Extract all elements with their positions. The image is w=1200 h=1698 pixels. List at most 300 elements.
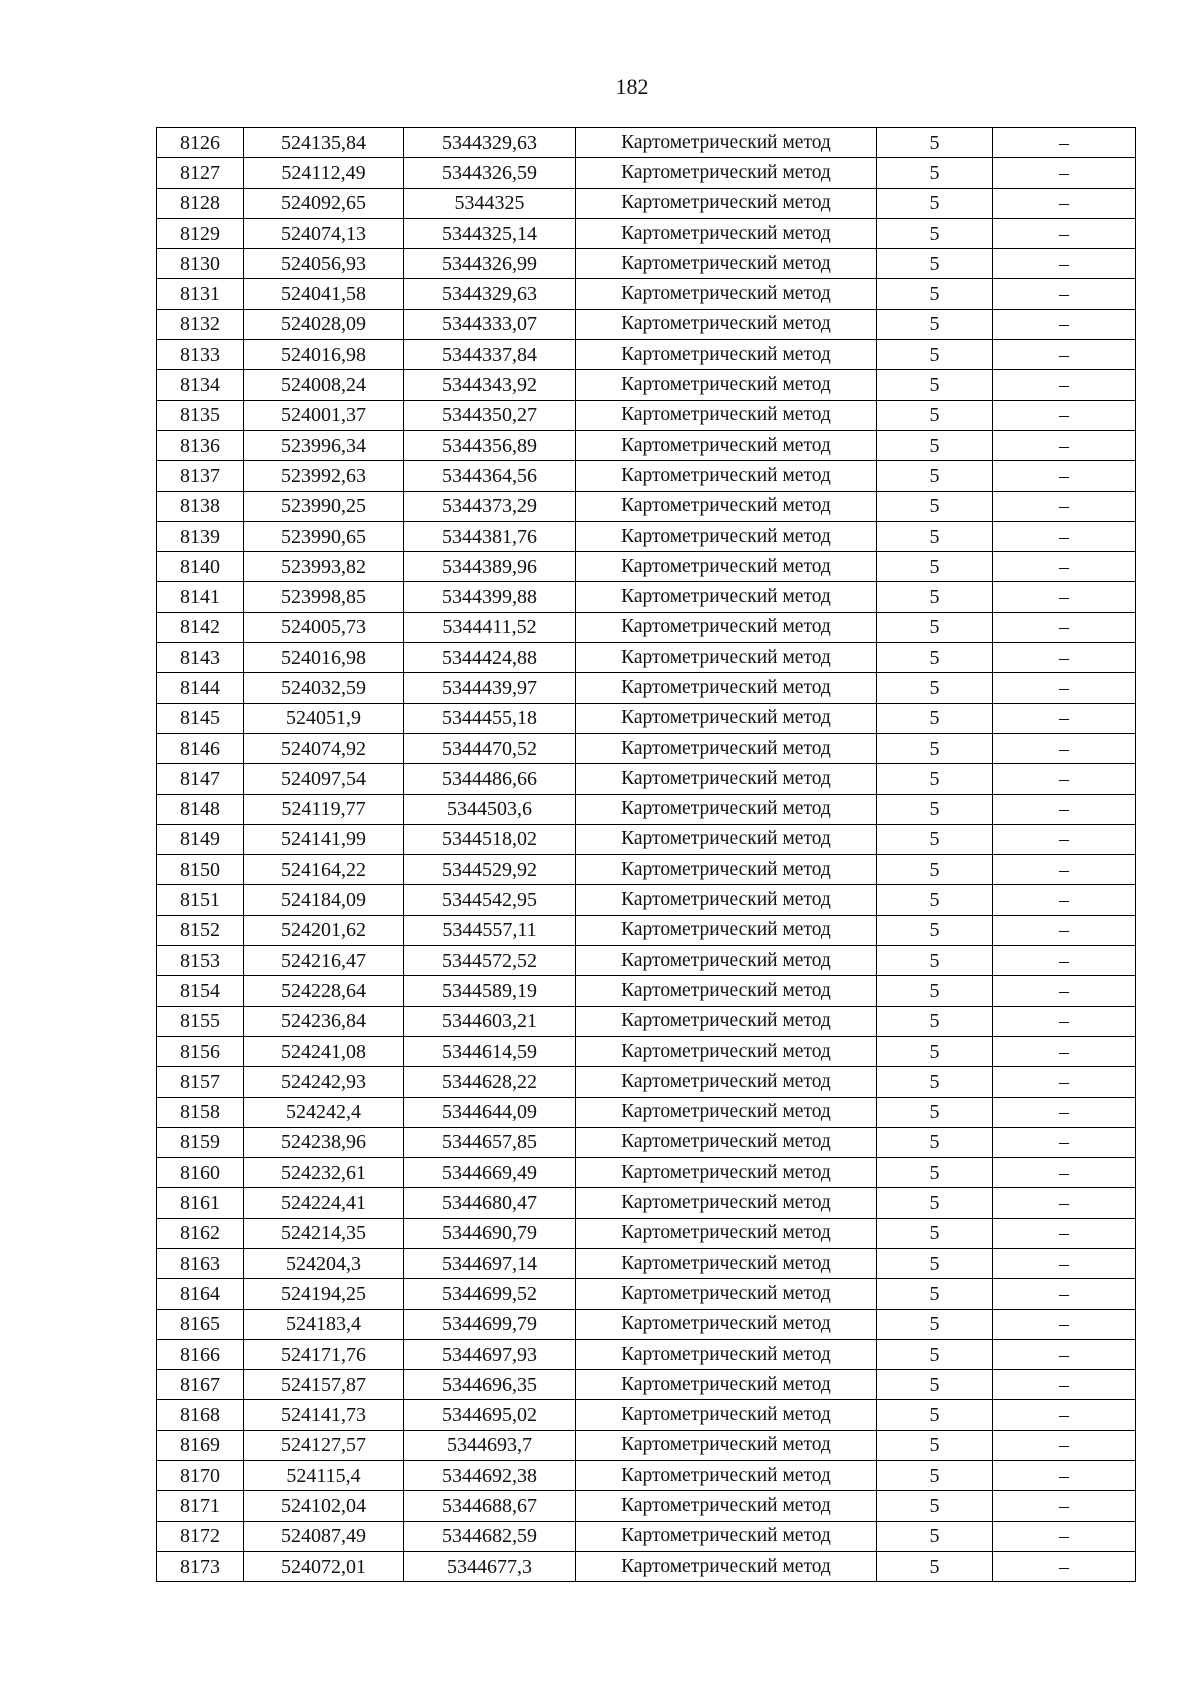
y-coordinate-cell: 5344644,09 bbox=[404, 1097, 576, 1127]
y-coordinate-cell: 5344696,35 bbox=[404, 1370, 576, 1400]
method-cell: Картометрический метод bbox=[576, 1521, 877, 1551]
x-coordinate-cell: 524141,73 bbox=[244, 1400, 404, 1430]
table-row bbox=[157, 733, 1136, 763]
point-number-cell: 8146 bbox=[157, 733, 244, 763]
accuracy-cell: 5 bbox=[877, 976, 993, 1006]
note-cell: – bbox=[993, 824, 1136, 854]
table-row bbox=[157, 521, 1136, 551]
point-number-cell: 8153 bbox=[157, 946, 244, 976]
method-cell: Картометрический метод bbox=[576, 1551, 877, 1581]
table-row bbox=[157, 1006, 1136, 1036]
accuracy-cell: 5 bbox=[877, 764, 993, 794]
point-number-cell: 8133 bbox=[157, 340, 244, 370]
y-coordinate-cell: 5344350,27 bbox=[404, 400, 576, 430]
accuracy-cell: 5 bbox=[877, 703, 993, 733]
note-cell: – bbox=[993, 430, 1136, 460]
method-cell: Картометрический метод bbox=[576, 521, 877, 551]
note-cell: – bbox=[993, 976, 1136, 1006]
y-coordinate-cell: 5344682,59 bbox=[404, 1521, 576, 1551]
point-number-cell: 8160 bbox=[157, 1158, 244, 1188]
table-row bbox=[157, 1461, 1136, 1491]
accuracy-cell: 5 bbox=[877, 1006, 993, 1036]
method-cell: Картометрический метод bbox=[576, 1430, 877, 1460]
method-cell: Картометрический метод bbox=[576, 1370, 877, 1400]
x-coordinate-cell: 524119,77 bbox=[244, 794, 404, 824]
y-coordinate-cell: 5344326,59 bbox=[404, 158, 576, 188]
y-coordinate-cell: 5344424,88 bbox=[404, 643, 576, 673]
table-row bbox=[157, 1036, 1136, 1066]
point-number-cell: 8134 bbox=[157, 370, 244, 400]
x-coordinate-cell: 524232,61 bbox=[244, 1158, 404, 1188]
point-number-cell: 8138 bbox=[157, 491, 244, 521]
y-coordinate-cell: 5344486,66 bbox=[404, 764, 576, 794]
table-row bbox=[157, 340, 1136, 370]
point-number-cell: 8165 bbox=[157, 1309, 244, 1339]
method-cell: Картометрический метод bbox=[576, 158, 877, 188]
accuracy-cell: 5 bbox=[877, 855, 993, 885]
y-coordinate-cell: 5344542,95 bbox=[404, 885, 576, 915]
x-coordinate-cell: 523996,34 bbox=[244, 430, 404, 460]
accuracy-cell: 5 bbox=[877, 1127, 993, 1157]
x-coordinate-cell: 524183,4 bbox=[244, 1309, 404, 1339]
x-coordinate-cell: 524072,01 bbox=[244, 1551, 404, 1581]
point-number-cell: 8135 bbox=[157, 400, 244, 430]
y-coordinate-cell: 5344699,79 bbox=[404, 1309, 576, 1339]
accuracy-cell: 5 bbox=[877, 582, 993, 612]
note-cell: – bbox=[993, 1400, 1136, 1430]
accuracy-cell: 5 bbox=[877, 128, 993, 158]
x-coordinate-cell: 524242,4 bbox=[244, 1097, 404, 1127]
point-number-cell: 8166 bbox=[157, 1339, 244, 1369]
note-cell: – bbox=[993, 1097, 1136, 1127]
accuracy-cell: 5 bbox=[877, 1188, 993, 1218]
accuracy-cell: 5 bbox=[877, 885, 993, 915]
note-cell: – bbox=[993, 1491, 1136, 1521]
method-cell: Картометрический метод bbox=[576, 794, 877, 824]
x-coordinate-cell: 524028,09 bbox=[244, 309, 404, 339]
point-number-cell: 8139 bbox=[157, 521, 244, 551]
table-row bbox=[157, 946, 1136, 976]
table-row bbox=[157, 855, 1136, 885]
point-number-cell: 8170 bbox=[157, 1461, 244, 1491]
x-coordinate-cell: 524001,37 bbox=[244, 400, 404, 430]
accuracy-cell: 5 bbox=[877, 1430, 993, 1460]
table-row bbox=[157, 1551, 1136, 1581]
accuracy-cell: 5 bbox=[877, 915, 993, 945]
x-coordinate-cell: 524127,57 bbox=[244, 1430, 404, 1460]
point-number-cell: 8168 bbox=[157, 1400, 244, 1430]
point-number-cell: 8132 bbox=[157, 309, 244, 339]
note-cell: – bbox=[993, 1188, 1136, 1218]
note-cell: – bbox=[993, 1461, 1136, 1491]
x-coordinate-cell: 523992,63 bbox=[244, 461, 404, 491]
method-cell: Картометрический метод bbox=[576, 946, 877, 976]
table-row bbox=[157, 1188, 1136, 1218]
x-coordinate-cell: 524097,54 bbox=[244, 764, 404, 794]
point-number-cell: 8163 bbox=[157, 1248, 244, 1278]
y-coordinate-cell: 5344373,29 bbox=[404, 491, 576, 521]
table-row bbox=[157, 915, 1136, 945]
note-cell: – bbox=[993, 1430, 1136, 1460]
method-cell: Картометрический метод bbox=[576, 249, 877, 279]
point-number-cell: 8136 bbox=[157, 430, 244, 460]
point-number-cell: 8127 bbox=[157, 158, 244, 188]
y-coordinate-cell: 5344337,84 bbox=[404, 340, 576, 370]
method-cell: Картометрический метод bbox=[576, 976, 877, 1006]
point-number-cell: 8131 bbox=[157, 279, 244, 309]
x-coordinate-cell: 524241,08 bbox=[244, 1036, 404, 1066]
accuracy-cell: 5 bbox=[877, 612, 993, 642]
y-coordinate-cell: 5344697,93 bbox=[404, 1339, 576, 1369]
x-coordinate-cell: 524016,98 bbox=[244, 340, 404, 370]
note-cell: – bbox=[993, 188, 1136, 218]
note-cell: – bbox=[993, 1218, 1136, 1248]
table-row bbox=[157, 1309, 1136, 1339]
table-row bbox=[157, 1248, 1136, 1278]
method-cell: Картометрический метод bbox=[576, 1067, 877, 1097]
y-coordinate-cell: 5344677,3 bbox=[404, 1551, 576, 1581]
x-coordinate-cell: 524201,62 bbox=[244, 915, 404, 945]
accuracy-cell: 5 bbox=[877, 158, 993, 188]
x-coordinate-cell: 524092,65 bbox=[244, 188, 404, 218]
x-coordinate-cell: 524008,24 bbox=[244, 370, 404, 400]
point-number-cell: 8128 bbox=[157, 188, 244, 218]
note-cell: – bbox=[993, 673, 1136, 703]
method-cell: Картометрический метод bbox=[576, 915, 877, 945]
note-cell: – bbox=[993, 491, 1136, 521]
point-number-cell: 8144 bbox=[157, 673, 244, 703]
x-coordinate-cell: 524041,58 bbox=[244, 279, 404, 309]
x-coordinate-cell: 524112,49 bbox=[244, 158, 404, 188]
accuracy-cell: 5 bbox=[877, 1491, 993, 1521]
accuracy-cell: 5 bbox=[877, 249, 993, 279]
x-coordinate-cell: 524184,09 bbox=[244, 885, 404, 915]
point-number-cell: 8151 bbox=[157, 885, 244, 915]
point-number-cell: 8167 bbox=[157, 1370, 244, 1400]
y-coordinate-cell: 5344470,52 bbox=[404, 733, 576, 763]
y-coordinate-cell: 5344697,14 bbox=[404, 1248, 576, 1278]
y-coordinate-cell: 5344439,97 bbox=[404, 673, 576, 703]
table-row bbox=[157, 673, 1136, 703]
table-row bbox=[157, 491, 1136, 521]
x-coordinate-cell: 524214,35 bbox=[244, 1218, 404, 1248]
table-row bbox=[157, 158, 1136, 188]
point-number-cell: 8137 bbox=[157, 461, 244, 491]
note-cell: – bbox=[993, 1036, 1136, 1066]
y-coordinate-cell: 5344589,19 bbox=[404, 976, 576, 1006]
coordinates-table-body bbox=[157, 128, 1136, 1582]
y-coordinate-cell: 5344333,07 bbox=[404, 309, 576, 339]
accuracy-cell: 5 bbox=[877, 824, 993, 854]
y-coordinate-cell: 5344657,85 bbox=[404, 1127, 576, 1157]
y-coordinate-cell: 5344693,7 bbox=[404, 1430, 576, 1460]
point-number-cell: 8152 bbox=[157, 915, 244, 945]
note-cell: – bbox=[993, 1370, 1136, 1400]
table-row bbox=[157, 279, 1136, 309]
table-row bbox=[157, 1339, 1136, 1369]
x-coordinate-cell: 524087,49 bbox=[244, 1521, 404, 1551]
method-cell: Картометрический метод bbox=[576, 340, 877, 370]
accuracy-cell: 5 bbox=[877, 1370, 993, 1400]
method-cell: Картометрический метод bbox=[576, 430, 877, 460]
x-coordinate-cell: 524171,76 bbox=[244, 1339, 404, 1369]
method-cell: Картометрический метод bbox=[576, 400, 877, 430]
table-row bbox=[157, 1400, 1136, 1430]
accuracy-cell: 5 bbox=[877, 552, 993, 582]
table-row bbox=[157, 703, 1136, 733]
note-cell: – bbox=[993, 1067, 1136, 1097]
table-row bbox=[157, 400, 1136, 430]
coordinates-table bbox=[156, 127, 1136, 1582]
x-coordinate-cell: 524238,96 bbox=[244, 1127, 404, 1157]
x-coordinate-cell: 524135,84 bbox=[244, 128, 404, 158]
x-coordinate-cell: 524164,22 bbox=[244, 855, 404, 885]
accuracy-cell: 5 bbox=[877, 1521, 993, 1551]
table-row bbox=[157, 430, 1136, 460]
point-number-cell: 8155 bbox=[157, 1006, 244, 1036]
method-cell: Картометрический метод bbox=[576, 1309, 877, 1339]
point-number-cell: 8158 bbox=[157, 1097, 244, 1127]
y-coordinate-cell: 5344614,59 bbox=[404, 1036, 576, 1066]
method-cell: Картометрический метод bbox=[576, 824, 877, 854]
note-cell: – bbox=[993, 1279, 1136, 1309]
method-cell: Картометрический метод bbox=[576, 309, 877, 339]
method-cell: Картометрический метод bbox=[576, 1188, 877, 1218]
method-cell: Картометрический метод bbox=[576, 1006, 877, 1036]
accuracy-cell: 5 bbox=[877, 218, 993, 248]
y-coordinate-cell: 5344411,52 bbox=[404, 612, 576, 642]
y-coordinate-cell: 5344399,88 bbox=[404, 582, 576, 612]
accuracy-cell: 5 bbox=[877, 794, 993, 824]
table-row bbox=[157, 461, 1136, 491]
method-cell: Картометрический метод bbox=[576, 491, 877, 521]
method-cell: Картометрический метод bbox=[576, 1218, 877, 1248]
method-cell: Картометрический метод bbox=[576, 1461, 877, 1491]
y-coordinate-cell: 5344572,52 bbox=[404, 946, 576, 976]
accuracy-cell: 5 bbox=[877, 491, 993, 521]
method-cell: Картометрический метод bbox=[576, 733, 877, 763]
point-number-cell: 8145 bbox=[157, 703, 244, 733]
table-row bbox=[157, 1430, 1136, 1460]
table-row bbox=[157, 1218, 1136, 1248]
accuracy-cell: 5 bbox=[877, 370, 993, 400]
accuracy-cell: 5 bbox=[877, 461, 993, 491]
method-cell: Картометрический метод bbox=[576, 1400, 877, 1430]
table-row bbox=[157, 188, 1136, 218]
note-cell: – bbox=[993, 552, 1136, 582]
table-row bbox=[157, 582, 1136, 612]
point-number-cell: 8140 bbox=[157, 552, 244, 582]
method-cell: Картометрический метод bbox=[576, 279, 877, 309]
note-cell: – bbox=[993, 218, 1136, 248]
x-coordinate-cell: 524005,73 bbox=[244, 612, 404, 642]
accuracy-cell: 5 bbox=[877, 1218, 993, 1248]
page-number: 182 bbox=[615, 74, 649, 99]
note-cell: – bbox=[993, 521, 1136, 551]
note-cell: – bbox=[993, 915, 1136, 945]
y-coordinate-cell: 5344518,02 bbox=[404, 824, 576, 854]
note-cell: – bbox=[993, 764, 1136, 794]
point-number-cell: 8130 bbox=[157, 249, 244, 279]
y-coordinate-cell: 5344325 bbox=[404, 188, 576, 218]
accuracy-cell: 5 bbox=[877, 1036, 993, 1066]
x-coordinate-cell: 524242,93 bbox=[244, 1067, 404, 1097]
x-coordinate-cell: 524056,93 bbox=[244, 249, 404, 279]
method-cell: Картометрический метод bbox=[576, 1279, 877, 1309]
note-cell: – bbox=[993, 946, 1136, 976]
note-cell: – bbox=[993, 733, 1136, 763]
y-coordinate-cell: 5344325,14 bbox=[404, 218, 576, 248]
accuracy-cell: 5 bbox=[877, 1400, 993, 1430]
y-coordinate-cell: 5344628,22 bbox=[404, 1067, 576, 1097]
point-number-cell: 8157 bbox=[157, 1067, 244, 1097]
accuracy-cell: 5 bbox=[877, 1551, 993, 1581]
accuracy-cell: 5 bbox=[877, 1067, 993, 1097]
y-coordinate-cell: 5344690,79 bbox=[404, 1218, 576, 1248]
table-row bbox=[157, 1158, 1136, 1188]
x-coordinate-cell: 523998,85 bbox=[244, 582, 404, 612]
table-row bbox=[157, 249, 1136, 279]
x-coordinate-cell: 523990,65 bbox=[244, 521, 404, 551]
note-cell: – bbox=[993, 1006, 1136, 1036]
y-coordinate-cell: 5344680,47 bbox=[404, 1188, 576, 1218]
accuracy-cell: 5 bbox=[877, 188, 993, 218]
table-row bbox=[157, 1127, 1136, 1157]
table-row bbox=[157, 309, 1136, 339]
x-coordinate-cell: 524051,9 bbox=[244, 703, 404, 733]
table-row bbox=[157, 1067, 1136, 1097]
accuracy-cell: 5 bbox=[877, 1158, 993, 1188]
method-cell: Картометрический метод bbox=[576, 1248, 877, 1278]
x-coordinate-cell: 524236,84 bbox=[244, 1006, 404, 1036]
accuracy-cell: 5 bbox=[877, 1309, 993, 1339]
point-number-cell: 8148 bbox=[157, 794, 244, 824]
table-row bbox=[157, 370, 1136, 400]
accuracy-cell: 5 bbox=[877, 309, 993, 339]
point-number-cell: 8164 bbox=[157, 1279, 244, 1309]
x-coordinate-cell: 524204,3 bbox=[244, 1248, 404, 1278]
point-number-cell: 8141 bbox=[157, 582, 244, 612]
table-row bbox=[157, 764, 1136, 794]
y-coordinate-cell: 5344699,52 bbox=[404, 1279, 576, 1309]
method-cell: Картометрический метод bbox=[576, 461, 877, 491]
point-number-cell: 8142 bbox=[157, 612, 244, 642]
point-number-cell: 8147 bbox=[157, 764, 244, 794]
method-cell: Картометрический метод bbox=[576, 885, 877, 915]
point-number-cell: 8149 bbox=[157, 824, 244, 854]
y-coordinate-cell: 5344326,99 bbox=[404, 249, 576, 279]
x-coordinate-cell: 524224,41 bbox=[244, 1188, 404, 1218]
method-cell: Картометрический метод bbox=[576, 1127, 877, 1157]
x-coordinate-cell: 524115,4 bbox=[244, 1461, 404, 1491]
y-coordinate-cell: 5344557,11 bbox=[404, 915, 576, 945]
accuracy-cell: 5 bbox=[877, 1097, 993, 1127]
table-row bbox=[157, 128, 1136, 158]
y-coordinate-cell: 5344503,6 bbox=[404, 794, 576, 824]
accuracy-cell: 5 bbox=[877, 946, 993, 976]
point-number-cell: 8172 bbox=[157, 1521, 244, 1551]
x-coordinate-cell: 524074,13 bbox=[244, 218, 404, 248]
accuracy-cell: 5 bbox=[877, 400, 993, 430]
note-cell: – bbox=[993, 370, 1136, 400]
x-coordinate-cell: 523993,82 bbox=[244, 552, 404, 582]
x-coordinate-cell: 524074,92 bbox=[244, 733, 404, 763]
y-coordinate-cell: 5344603,21 bbox=[404, 1006, 576, 1036]
note-cell: – bbox=[993, 1309, 1136, 1339]
note-cell: – bbox=[993, 643, 1136, 673]
y-coordinate-cell: 5344364,56 bbox=[404, 461, 576, 491]
y-coordinate-cell: 5344529,92 bbox=[404, 855, 576, 885]
y-coordinate-cell: 5344329,63 bbox=[404, 279, 576, 309]
note-cell: – bbox=[993, 128, 1136, 158]
accuracy-cell: 5 bbox=[877, 1248, 993, 1278]
table-row bbox=[157, 1097, 1136, 1127]
method-cell: Картометрический метод bbox=[576, 582, 877, 612]
table-row bbox=[157, 824, 1136, 854]
note-cell: – bbox=[993, 1551, 1136, 1581]
method-cell: Картометрический метод bbox=[576, 1097, 877, 1127]
point-number-cell: 8156 bbox=[157, 1036, 244, 1066]
method-cell: Картометрический метод bbox=[576, 612, 877, 642]
method-cell: Картометрический метод bbox=[576, 1491, 877, 1521]
point-number-cell: 8161 bbox=[157, 1188, 244, 1218]
method-cell: Картометрический метод bbox=[576, 855, 877, 885]
note-cell: – bbox=[993, 885, 1136, 915]
accuracy-cell: 5 bbox=[877, 673, 993, 703]
point-number-cell: 8143 bbox=[157, 643, 244, 673]
y-coordinate-cell: 5344389,96 bbox=[404, 552, 576, 582]
point-number-cell: 8126 bbox=[157, 128, 244, 158]
point-number-cell: 8129 bbox=[157, 218, 244, 248]
y-coordinate-cell: 5344695,02 bbox=[404, 1400, 576, 1430]
note-cell: – bbox=[993, 1521, 1136, 1551]
table-row bbox=[157, 1370, 1136, 1400]
y-coordinate-cell: 5344343,92 bbox=[404, 370, 576, 400]
note-cell: – bbox=[993, 582, 1136, 612]
table-row bbox=[157, 612, 1136, 642]
x-coordinate-cell: 524194,25 bbox=[244, 1279, 404, 1309]
accuracy-cell: 5 bbox=[877, 279, 993, 309]
method-cell: Картометрический метод bbox=[576, 552, 877, 582]
method-cell: Картометрический метод bbox=[576, 370, 877, 400]
table-row bbox=[157, 1491, 1136, 1521]
note-cell: – bbox=[993, 249, 1136, 279]
table-row bbox=[157, 1521, 1136, 1551]
y-coordinate-cell: 5344455,18 bbox=[404, 703, 576, 733]
y-coordinate-cell: 5344381,76 bbox=[404, 521, 576, 551]
accuracy-cell: 5 bbox=[877, 1279, 993, 1309]
table-row bbox=[157, 1279, 1136, 1309]
x-coordinate-cell: 524157,87 bbox=[244, 1370, 404, 1400]
table-row bbox=[157, 552, 1136, 582]
x-coordinate-cell: 524102,04 bbox=[244, 1491, 404, 1521]
note-cell: – bbox=[993, 1248, 1136, 1278]
point-number-cell: 8162 bbox=[157, 1218, 244, 1248]
note-cell: – bbox=[993, 855, 1136, 885]
x-coordinate-cell: 524141,99 bbox=[244, 824, 404, 854]
point-number-cell: 8169 bbox=[157, 1430, 244, 1460]
x-coordinate-cell: 524216,47 bbox=[244, 946, 404, 976]
accuracy-cell: 5 bbox=[877, 1461, 993, 1491]
point-number-cell: 8154 bbox=[157, 976, 244, 1006]
note-cell: – bbox=[993, 1158, 1136, 1188]
method-cell: Картометрический метод bbox=[576, 673, 877, 703]
y-coordinate-cell: 5344692,38 bbox=[404, 1461, 576, 1491]
method-cell: Картометрический метод bbox=[576, 1339, 877, 1369]
note-cell: – bbox=[993, 400, 1136, 430]
accuracy-cell: 5 bbox=[877, 643, 993, 673]
y-coordinate-cell: 5344329,63 bbox=[404, 128, 576, 158]
